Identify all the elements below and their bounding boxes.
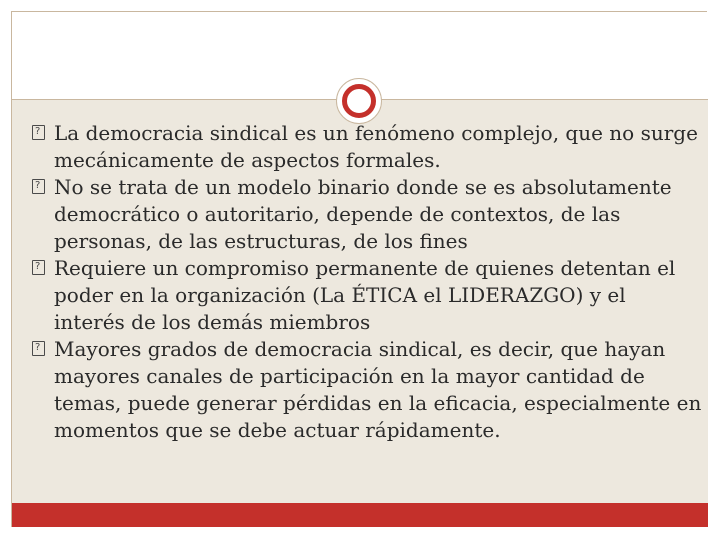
bullet-text: La democracia sindical es un fenómeno complejo, que no surge mecánicamente de aspectos formales. [54,121,698,172]
missing-glyph-box-icon [32,341,45,356]
missing-glyph-box-icon [32,179,45,194]
footer-accent-bar [12,503,708,527]
missing-glyph-box-icon [32,125,45,140]
bullet-text: No se trata de un modelo binario donde se es absolutamente democrático o autoritario, depende de contextos, de las personas, de las estructuras, de los fines [54,175,672,253]
circle-ring [342,84,376,118]
missing-glyph-box-icon [32,260,45,275]
bullet-item [32,255,702,336]
circle-ornament-icon [336,78,382,124]
bullet-item [32,336,702,444]
bullet-text: Mayores grados de democracia sindical, es decir, que hayan mayores canales de participación en la mayor cantidad de temas, puede generar pérdidas en la eficacia, especialmente en momentos que se debe actuar rápidamente. [54,337,702,442]
bullet-text: Requiere un compromiso permanente de quienes detentan el poder en la organización (La ÉTICA el LIDERAZGO) y el interés de los demás miembros [54,256,676,334]
bullet-item [32,120,702,174]
bullet-item [32,174,702,255]
bullet-list [32,120,702,444]
